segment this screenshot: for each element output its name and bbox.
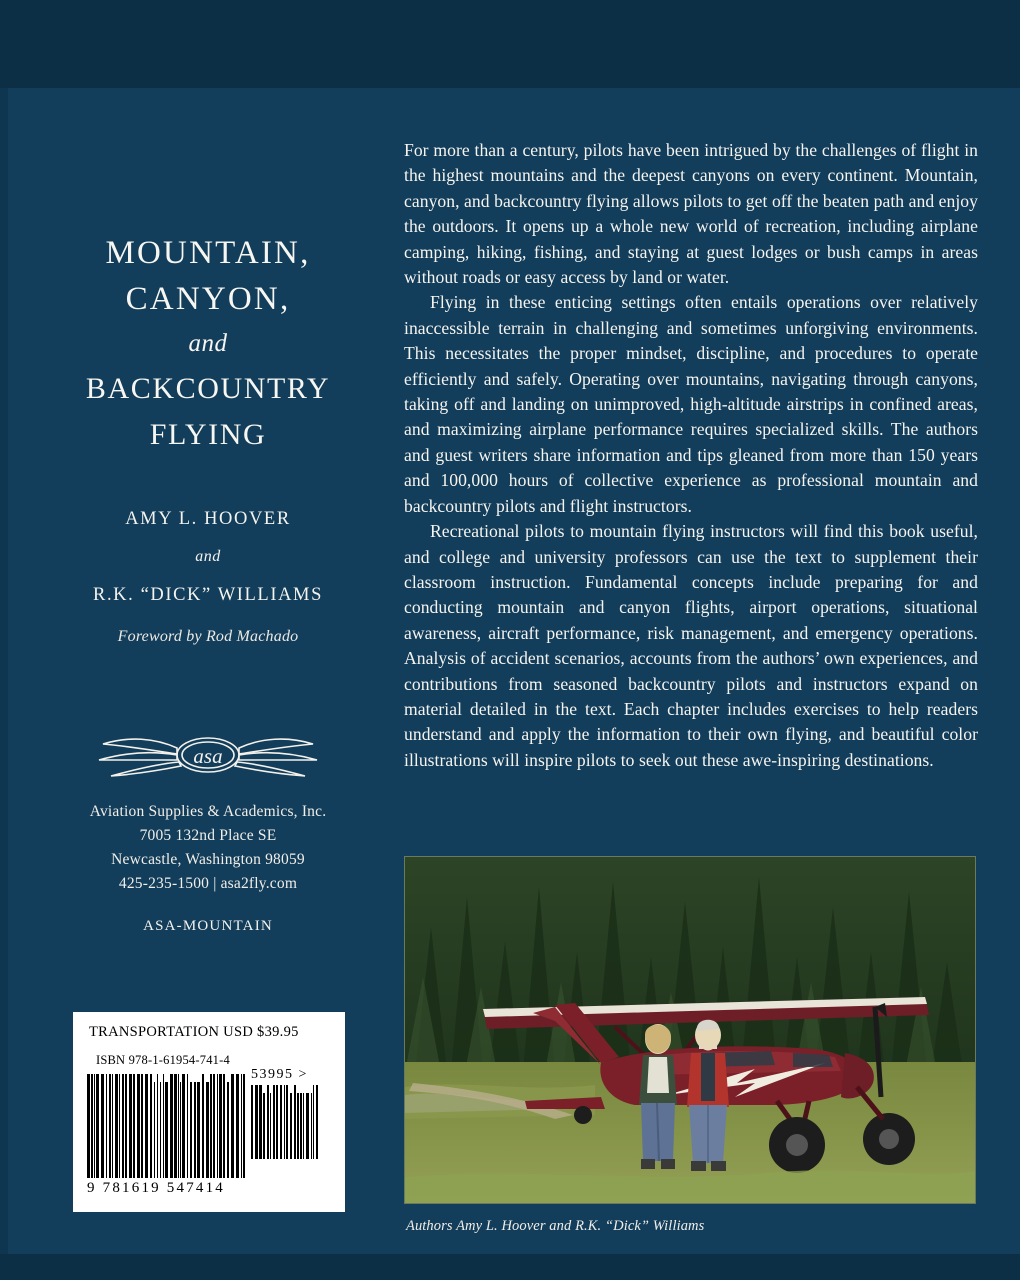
barcode-main: [87, 1074, 257, 1197]
foreword-credit: Foreword by Rod Machado: [117, 628, 299, 645]
title-line-1: MOUNTAIN,: [105, 235, 311, 271]
publisher-info: [40, 800, 376, 896]
spine-edge: [0, 88, 8, 1254]
category-and-price: TRANSPORTATION USD $39.95: [89, 1024, 299, 1040]
publisher-address-line-2: Newcastle, Washington 98059: [111, 851, 305, 868]
authors-photo-image: [405, 857, 975, 1203]
author-primary: AMY L. HOOVER: [125, 509, 291, 529]
barcode-addon-digits: 53995 >: [251, 1067, 308, 1082]
blurb-paragraph-3: Recreational pilots to mountain flying instructors will find this book useful, and college and university professors can use the text to supplement their classroom instruction. Fundamental concepts include preparing for and conducting mountain and canyon flights, airport operations, situational awareness, aircraft performance, risk management, and emergency operations. Analysis of accident scenarios, accounts from the authors’ own experiences, and contributions from seasoned backcountry pilots and instructors expand on material detailed in the text. Each chapter includes exercises to help readers understand and apply the information to their own flying, and beautiful color illustrations will inspire pilots to seek out these awe-inspiring destinations.: [404, 521, 978, 770]
title-line-3: BACKCOUNTRY: [85, 372, 331, 405]
authors-photo: [404, 856, 976, 1204]
title-line-4: FLYING: [149, 418, 267, 451]
title-conjunction: and: [188, 330, 228, 357]
asa-logo-text: asa: [193, 744, 223, 768]
author-block: [40, 502, 376, 612]
isbn-text: ISBN 978-1-61954-741-4: [96, 1053, 230, 1067]
back-cover-blurb: [404, 138, 978, 773]
barcode-main-digits: 9 781619 547414: [87, 1180, 225, 1196]
barcode-addon: [251, 1067, 337, 1159]
blurb-paragraph-1: For more than a century, pilots have been intrigued by the challenges of flight in the highest mountains and the deepest canyons on every continent. Mountain, canyon, and backcountry flying allows pilots to get off the beaten path and enjoy the outdoors. It opens up a whole new world of recreation, including airplane camping, hiking, fishing, and staying at guest lodges or bush camps in areas without roads or easy access by land or water.: [404, 140, 978, 288]
title-line-2: CANYON,: [125, 281, 291, 317]
left-column: [40, 230, 376, 935]
product-sku: ASA-MOUNTAIN: [143, 918, 273, 934]
author-secondary: R.K. “DICK” WILLIAMS: [93, 585, 323, 605]
bottom-color-band: [0, 1254, 1020, 1280]
asa-winged-logo-icon: [93, 724, 323, 786]
barcode-block: [73, 1012, 345, 1212]
publisher-contact: 425-235-1500 | asa2fly.com: [118, 875, 298, 892]
top-color-band: [0, 0, 1020, 88]
author-conjunction: and: [195, 548, 221, 565]
blurb-paragraph-2: Flying in these enticing settings often entails operations over relatively inaccessible terrain in challenging and sometimes unforgiving environments. This necessitates the proper mindset, discipline, and procedures to operate efficiently and safely. Operating over mountains, navigating through canyons, taking off and landing on unimproved, high-altitude airstrips in confined areas, and maximizing airplane performance requires specialized skills. The authors and guest writers share information and tips gleaned from more than 150 years and 100,000 hours of collective experience as professional mountain and backcountry pilots and flight instructors.: [404, 292, 978, 516]
publisher-logo: [40, 724, 376, 786]
publisher-name: Aviation Supplies & Academics, Inc.: [89, 803, 327, 820]
photo-caption: Authors Amy L. Hoover and R.K. “Dick” Williams: [406, 1218, 705, 1234]
barcode-addon-bars: [251, 1085, 337, 1159]
barcode-main-bars: [87, 1074, 257, 1178]
publisher-address-line-1: 7005 132nd Place SE: [139, 827, 277, 844]
book-title: [40, 230, 376, 458]
